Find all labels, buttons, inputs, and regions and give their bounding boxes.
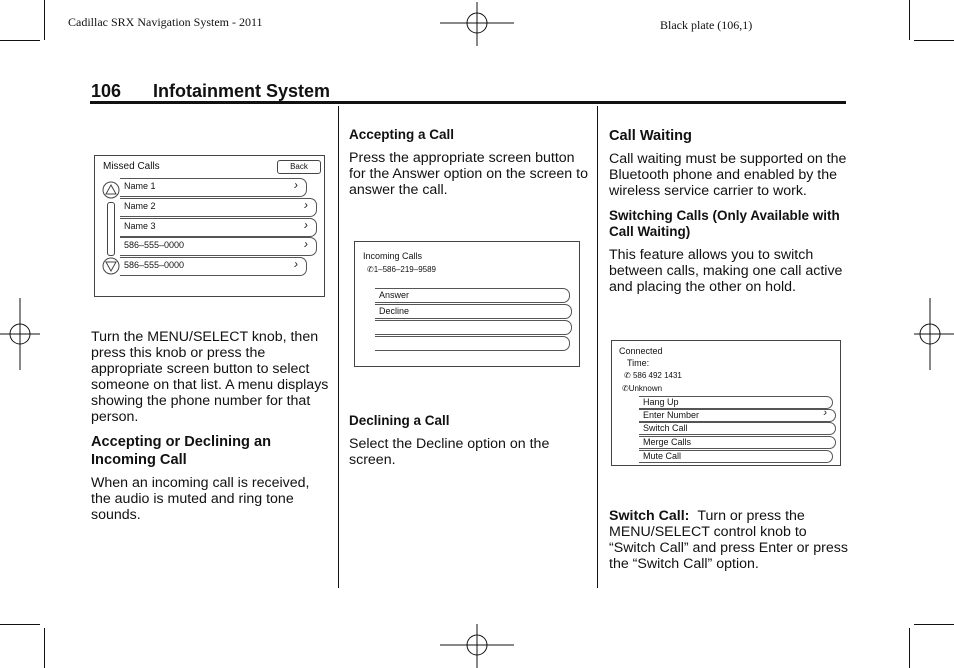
scrollbar[interactable] (107, 202, 115, 256)
connected-time: Time: (627, 358, 650, 368)
registration-mark-bottom (440, 624, 514, 668)
missed-call-row[interactable] (120, 257, 307, 276)
connected-number: 586 492 1431 (632, 371, 682, 380)
merge-calls-row[interactable] (639, 436, 836, 449)
chevron-right-icon: › (304, 237, 308, 251)
crop-mark (44, 628, 45, 668)
scroll-down-icon[interactable] (102, 257, 120, 275)
switch-call-description: Turn or press the MENU/SELECT control knob to “Switch Call” and press Enter or press the “Switch Call” option. (609, 508, 848, 572)
scroll-up-icon[interactable] (102, 181, 120, 199)
missed-calls-screen (94, 155, 325, 297)
merge-calls-label: Merge Calls (643, 437, 692, 447)
crop-mark (914, 624, 954, 625)
missed-call-row[interactable] (120, 198, 317, 217)
registration-mark-left (0, 298, 40, 370)
back-button[interactable]: Back (277, 160, 321, 174)
answer-row[interactable] (375, 288, 570, 303)
unknown-caller-line (622, 384, 662, 393)
registration-mark-right (914, 298, 954, 370)
crop-mark (914, 40, 954, 41)
incoming-number-line (367, 265, 436, 274)
col2-heading-accept: Accepting a Call (349, 127, 455, 142)
crop-mark (909, 628, 910, 668)
enter-number-row[interactable] (639, 409, 836, 422)
section-title: Infotainment System (153, 81, 331, 101)
connected-number-line (624, 371, 682, 380)
crop-mark (0, 40, 40, 41)
missed-calls-title: Missed Calls (103, 161, 160, 172)
decline-row[interactable] (375, 304, 572, 319)
missed-call-label: 586–555–0000 (124, 260, 185, 270)
col2-paragraph-2: Select the Decline option on the screen. (349, 436, 550, 468)
connected-call-screen (611, 340, 841, 466)
hang-up-label: Hang Up (643, 397, 679, 407)
col2-paragraph-1: Press the appropriate screen button for the Answer option on the screen to answer the call. (349, 150, 588, 198)
phone-icon: ✆ (367, 265, 374, 274)
col3-heading-switching: Switching Calls (Only Available with Call Waiting) (609, 208, 840, 239)
crop-mark (44, 0, 45, 40)
switch-call-label: Switch Call (643, 423, 688, 433)
missed-call-row[interactable] (120, 178, 307, 197)
mute-call-label: Mute Call (643, 451, 682, 461)
incoming-calls-title: Incoming Calls (363, 251, 423, 261)
answer-label: Answer (379, 290, 410, 300)
chevron-right-icon: › (304, 198, 308, 212)
enter-number-label: Enter Number (643, 410, 700, 420)
incoming-calls-screen (354, 241, 580, 367)
col1-heading: Accepting or Declining an Incoming Call (91, 434, 272, 468)
chevron-right-icon: › (304, 218, 308, 232)
unknown-caller: Unknown (628, 384, 663, 393)
empty-row (375, 320, 572, 335)
missed-call-label: Name 1 (124, 181, 156, 191)
empty-row (375, 336, 570, 351)
switch-call-row[interactable] (639, 422, 836, 435)
registration-mark-top (440, 2, 514, 46)
crop-mark (909, 0, 910, 40)
header-rule (90, 101, 846, 104)
column-divider (597, 106, 598, 588)
col3-paragraph-1: Call waiting must be supported on the Bluetooth phone and enabled by the wireless service carrier to work. (609, 151, 847, 199)
missed-call-label: 586–555–0000 (124, 240, 185, 250)
chevron-right-icon: › (294, 257, 298, 271)
missed-call-label: Name 2 (124, 201, 156, 211)
decline-label: Decline (379, 306, 410, 316)
missed-call-label: Name 3 (124, 221, 156, 231)
col1-paragraph-2: When an incoming call is received, the audio is muted and ring tone sounds. (91, 475, 310, 523)
hang-up-row[interactable] (639, 396, 833, 409)
header-left: Cadillac SRX Navigation System - 2011 (68, 15, 263, 29)
connected-title: Connected (619, 346, 663, 356)
col3-paragraph-3 (609, 508, 849, 572)
col3-paragraph-2: This feature allows you to switch between calls, making one call active and placing the other on hold. (609, 247, 843, 295)
missed-call-row[interactable] (120, 218, 317, 237)
missed-call-row[interactable] (120, 237, 317, 256)
col1-paragraph-1: Turn the MENU/SELECT knob, then press this knob or press the appropriate screen button to select someone on that list. A menu displays showing the phone number for that person. (91, 329, 329, 425)
mute-call-row[interactable] (639, 450, 833, 463)
switch-call-term: Switch Call: (609, 508, 690, 524)
chevron-right-icon: › (823, 407, 827, 419)
phone-icon: ✆ (624, 371, 633, 380)
col2-heading-decline: Declining a Call (349, 413, 450, 428)
phone-hold-icon: ✆ (622, 384, 629, 393)
chevron-right-icon: › (294, 178, 298, 192)
header-right: Black plate (106,1) (660, 18, 753, 32)
crop-mark (0, 624, 40, 625)
page-number: 106 (91, 81, 122, 101)
incoming-number: 1–586–219–9589 (373, 265, 436, 274)
col3-heading-call-waiting: Call Waiting (609, 128, 692, 144)
column-divider (338, 106, 339, 588)
